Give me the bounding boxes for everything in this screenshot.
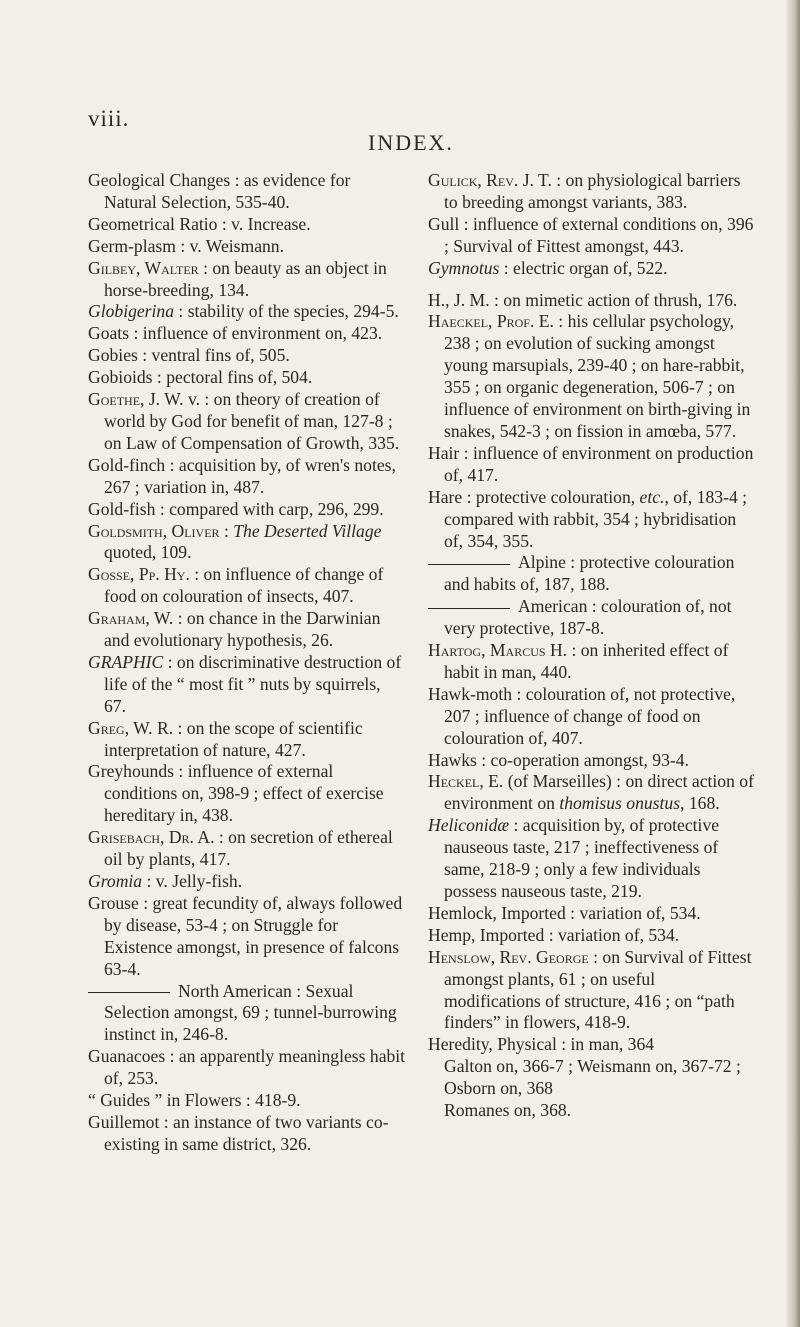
index-entry: Hawks : co-operation amongst, 93-4. bbox=[428, 749, 689, 770]
index-entry: Heckel, E. (of Marseilles) : on direct action of environment on thomisus onustus, 168. bbox=[428, 771, 754, 814]
index-entry: Hawk-moth : colouration of, not protective, 207 ; influence of change of food on colouration of, 407. bbox=[428, 683, 736, 748]
index-column-left bbox=[88, 170, 406, 1156]
index-entry: Gobies : ventral fins of, 505. bbox=[88, 345, 290, 366]
index-entry: Henslow, Rev. George : on Survival of Fittest amongst plants, 61 ; on useful modifications of structure, 416 ; on “path finders” in flowers, 418-9. bbox=[428, 946, 752, 1033]
index-entry: Haeckel, Prof. E. : his cellular psychology, 238 ; on evolution of sucking amongst young marsupials, 239-40 ; on hare-rabbit, 355 ; on organic degeneration, 506-7 ; on influence of environment on birth-giving in snakes, 542-3 ; on fission in amœba, 577. bbox=[428, 311, 751, 441]
index-subentry: American : colouration of, not very protective, 187-8. bbox=[428, 596, 754, 640]
index-entry: “ Guides ” in Flowers : 418-9. bbox=[88, 1090, 301, 1111]
index-entry: Heliconidæ : acquisition by, of protective nauseous taste, 217 ; ineffectiveness of same, 218-9 ; only a few individuals possess nauseous taste, 219. bbox=[428, 815, 720, 901]
letter-gap bbox=[428, 280, 754, 290]
index-entry: Globigerina : stability of the species, 294-5. bbox=[88, 301, 399, 322]
index-entry: Gold-fish : compared with carp, 296, 299. bbox=[88, 498, 384, 519]
index-entry: Gobioids : pectoral fins of, 504. bbox=[88, 367, 313, 388]
index-entry: Guillemot : an instance of two variants co-existing in same district, 326. bbox=[88, 1111, 389, 1154]
index-entry: Goldsmith, Oliver : The Deserted Village quoted, 109. bbox=[88, 520, 382, 563]
page-header bbox=[88, 106, 708, 155]
index-entry: Gilbey, Walter : on beauty as an object in horse-breeding, 134. bbox=[88, 257, 387, 300]
index-entry: Guanacoes : an apparently meaningless habit of, 253. bbox=[88, 1046, 406, 1089]
index-entry: Goethe, J. W. v. : on theory of creation of world by God for benefit of man, 127-8 ; on Law of Compensation of Growth, 335. bbox=[88, 389, 400, 453]
index-entry: Graham, W. : on chance in the Darwinian and evolutionary hypothesis, 26. bbox=[88, 608, 381, 651]
index-entry: Hartog, Marcus H. : on inherited effect of habit in man, 440. bbox=[428, 640, 729, 682]
index-entry: Gull : influence of external conditions on, 396 ; Survival of Fittest amongst, 443. bbox=[428, 213, 754, 256]
index-entry: Germ-plasm : v. Weismann. bbox=[88, 235, 284, 256]
index-entry: Hair : influence of environment on production of, 417. bbox=[428, 442, 754, 485]
index-subentry: North American : Sexual Selection amongst, 69 ; tunnel-burrowing instinct in, 246-8. bbox=[88, 981, 406, 1047]
ditto-rule bbox=[88, 992, 170, 993]
index-entry: GRAPHIC : on discriminative destruction of life of the “ most fit ” nuts by squirrels, 67. bbox=[88, 651, 402, 716]
ditto-rule bbox=[428, 564, 510, 565]
index-entry: H., J. M. : on mimetic action of thrush, 176. bbox=[428, 289, 738, 310]
index-entry: Hemlock, Imported : variation of, 534. bbox=[428, 902, 701, 923]
running-title: INDEX. bbox=[368, 130, 454, 155]
index-entry: Gromia : v. Jelly-fish. bbox=[88, 871, 243, 891]
index-entry-continuation: Romanes on, 368. bbox=[444, 1100, 572, 1121]
index-column-right bbox=[428, 170, 754, 1122]
index-subentry: Alpine : protective colouration and habits of, 187, 188. bbox=[428, 552, 754, 596]
index-entry: Greg, W. R. : on the scope of scientific interpretation of nature, 427. bbox=[88, 717, 363, 760]
index-entry: Gymnotus : electric organ of, 522. bbox=[428, 257, 668, 278]
index-entry: Hemp, Imported : variation of, 534. bbox=[428, 924, 680, 945]
index-entry: Hare : protective colouration, etc., of, 183-4 ; compared with rabbit, 354 ; hybridisation of, 354, 355. bbox=[428, 486, 748, 551]
index-entry: Gold-finch : acquisition by, of wren's notes, 267 ; variation in, 487. bbox=[88, 454, 396, 497]
index-entry: Grouse : great fecundity of, always followed by disease, 53-4 ; on Struggle for Existence amongst, in presence of falcons 63-4. bbox=[88, 892, 403, 979]
index-entry: Geological Changes : as evidence for Natural Selection, 535-40. bbox=[88, 170, 351, 212]
index-entry: Geometrical Ratio : v. Increase. bbox=[88, 213, 311, 234]
index-entry-continuation: Galton on, 366-7 ; Weismann on, 367-72 ; Osborn on, 368 bbox=[444, 1056, 741, 1099]
index-entry: Greyhounds : influence of external conditions on, 398-9 ; effect of exercise hereditary in, 438. bbox=[88, 761, 384, 826]
index-entry: Goats : influence of environment on, 423. bbox=[88, 323, 383, 344]
index-entry: Gulick, Rev. J. T. : on physiological barriers to breeding amongst variants, 383. bbox=[428, 170, 741, 212]
index-entry: Heredity, Physical : in man, 364 bbox=[428, 1034, 655, 1055]
page-number: viii. bbox=[88, 106, 130, 131]
ditto-rule bbox=[428, 608, 510, 609]
index-entry: Gosse, Pp. Hy. : on influence of change of food on colouration of insects, 407. bbox=[88, 564, 384, 607]
page-edge bbox=[786, 0, 800, 1327]
index-entry: Grisebach, Dr. A. : on secretion of ethereal oil by plants, 417. bbox=[88, 827, 393, 870]
